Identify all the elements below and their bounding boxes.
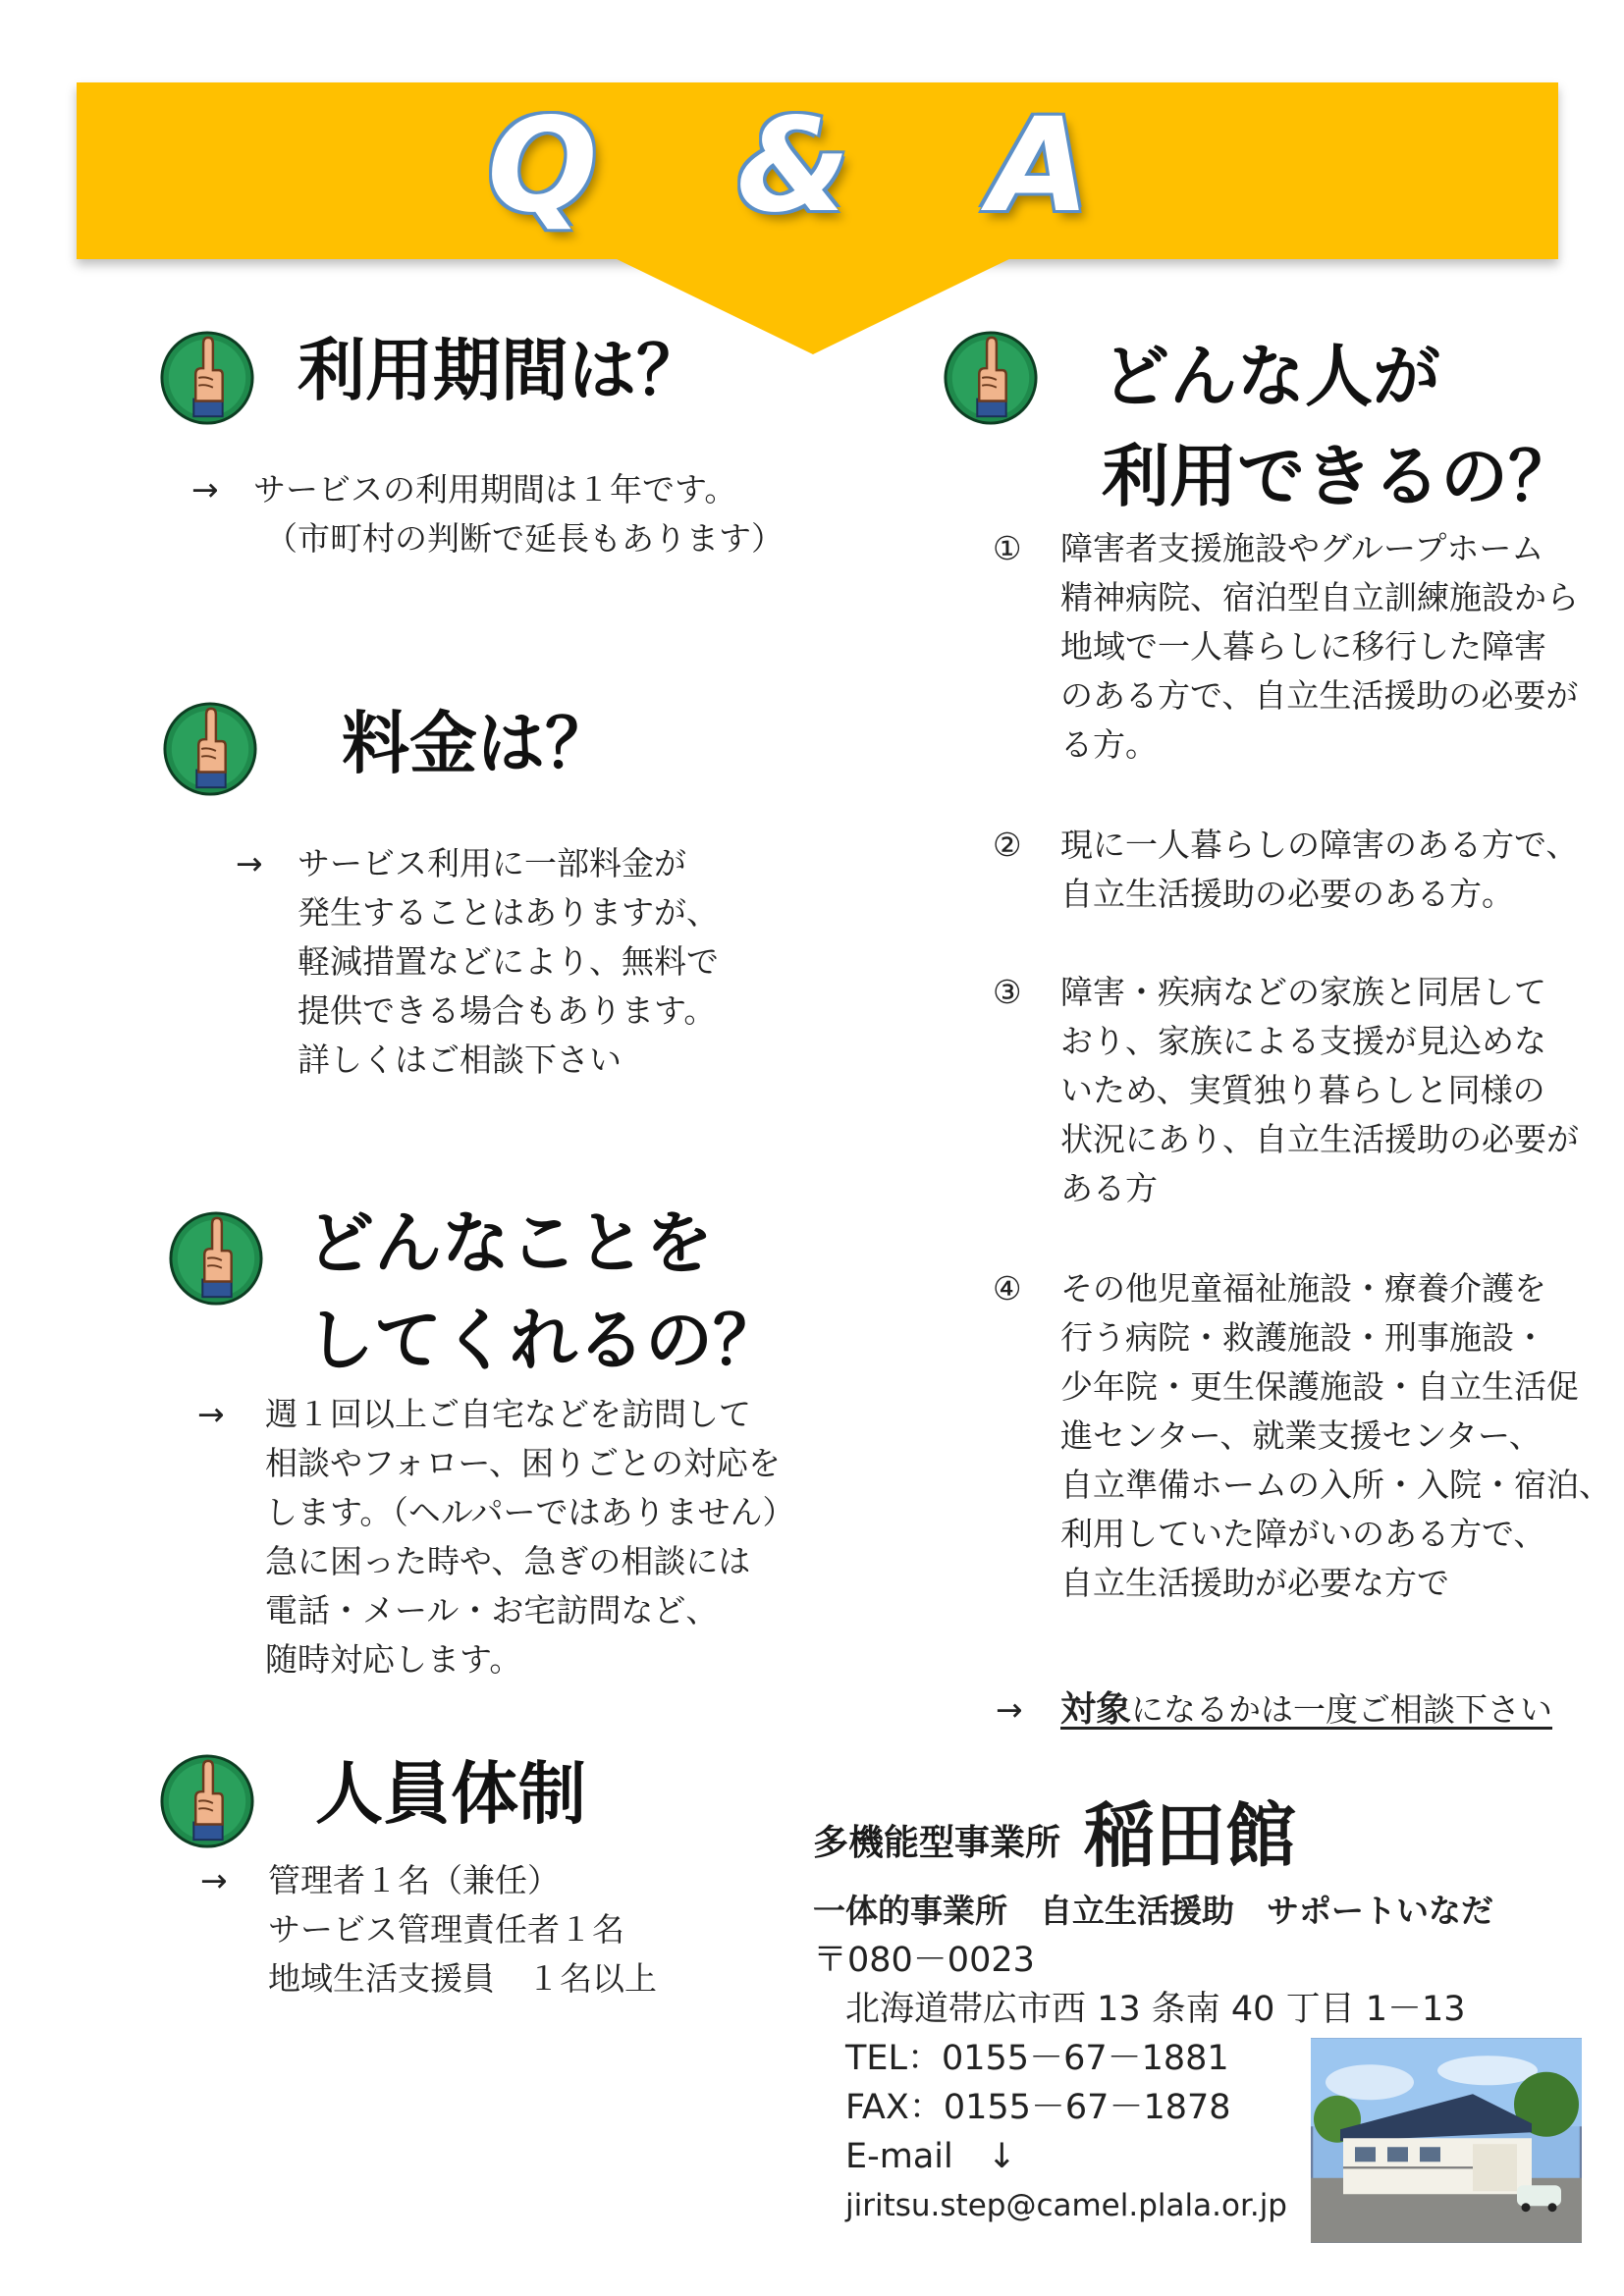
address: 北海道帯広市西 13 条南 40 丁目 1－13 xyxy=(845,1990,1466,2029)
q2-line: 提供できる場合もあります。 xyxy=(298,991,717,1030)
q3-line: 急に困った時や、急ぎの相談には xyxy=(265,1542,751,1580)
consult-note xyxy=(1060,1685,1552,1735)
q5-item4-line: 自立生活援助が必要な方で xyxy=(1060,1564,1449,1602)
q5-item4-line: 自立準備ホームの入所・入院・宿泊、 xyxy=(1060,1466,1611,1504)
item-number: ④ xyxy=(993,1269,1022,1308)
q5-title-line1: どんな人が xyxy=(1102,338,1440,416)
pointing-finger-icon xyxy=(168,1210,264,1307)
q2-title: 料金は？ xyxy=(342,705,613,783)
q5-item2-line: 現に一人暮らしの障害のある方で、 xyxy=(1060,826,1579,864)
q3-line: 随時対応します。 xyxy=(265,1640,522,1679)
q5-item2-line: 自立生活援助の必要のある方。 xyxy=(1060,875,1514,913)
q4-line: 管理者１名（兼任） xyxy=(268,1861,560,1899)
q5-item3-line: ある方 xyxy=(1060,1169,1158,1207)
arrow-icon: → xyxy=(996,1690,1023,1729)
q5-item4-line: 進センター、就業支援センター、 xyxy=(1060,1416,1542,1455)
q4-line: サービス管理責任者１名 xyxy=(268,1910,624,1949)
q3-title-line2: してくれるの？ xyxy=(306,1302,781,1380)
arrow-icon: → xyxy=(197,1395,225,1433)
q3-title-line1: どんなことを xyxy=(306,1204,713,1283)
q5-item1-line: 精神病院、宿泊型自立訓練施設から xyxy=(1060,578,1579,616)
arrow-icon: → xyxy=(191,470,219,508)
email-address[interactable]: jiritsu.step@camel.plala.or.jp xyxy=(845,2188,1287,2223)
arrow-icon: → xyxy=(200,1861,228,1899)
tel: TEL：0155－67－1881 xyxy=(845,2039,1229,2078)
office-name xyxy=(813,1794,1297,1877)
q1-title: 利用期間は？ xyxy=(298,332,704,410)
q3-line: 相談やフォロー、困りごとの対応を xyxy=(265,1444,782,1482)
q2-line: サービス利用に一部料金が xyxy=(298,844,686,882)
q4-line: 地域生活支援員 １名以上 xyxy=(268,1959,657,1998)
q5-item3-line: いため、実質独り暮らしと同様の xyxy=(1060,1071,1545,1109)
q2-line: 詳しくはご相談下さい xyxy=(298,1041,622,1079)
pointing-finger-icon xyxy=(943,330,1039,426)
q5-item1-line: 障害者支援施設やグループホーム xyxy=(1060,529,1544,567)
pointing-finger-icon xyxy=(159,330,255,426)
q5-item3-line: 状況にあり、自立生活援助の必要が xyxy=(1060,1120,1579,1158)
fax: FAX：0155－67－1878 xyxy=(845,2088,1231,2127)
q5-item1-line: のある方で、自立生活援助の必要が xyxy=(1060,676,1579,715)
q2-line: 発生することはありますが、 xyxy=(298,893,719,932)
q1-line: （市町村の判断で延長もあります） xyxy=(265,519,784,558)
item-number: ② xyxy=(993,826,1022,864)
item-number: ③ xyxy=(993,973,1022,1011)
q5-item1-line: る方。 xyxy=(1060,725,1158,764)
q5-title-line2: 利用できるの？ xyxy=(1102,438,1576,516)
q1-line: サービスの利用期間は１年です。 xyxy=(253,470,737,508)
q5-item4-line: その他児童福祉施設・療養介護を xyxy=(1060,1269,1546,1308)
q3-line: 電話・メール・お宅訪問など、 xyxy=(265,1591,719,1629)
q5-item4-line: 行う病院・救護施設・刑事施設・ xyxy=(1060,1318,1546,1357)
q5-item4-line: 少年院・更生保護施設・自立生活促 xyxy=(1060,1367,1579,1406)
pointing-finger-icon xyxy=(162,701,258,797)
q2-line: 軽減措置などにより、無料で xyxy=(298,942,719,981)
q5-item4-line: 利用していた障がいのある方で、 xyxy=(1060,1515,1546,1553)
q3-line: 週１回以上ご自宅などを訪問して xyxy=(265,1395,751,1433)
pointing-finger-icon xyxy=(159,1753,255,1849)
postal-code: 〒080－0023 xyxy=(813,1941,1035,1980)
item-number: ① xyxy=(993,529,1022,567)
arrow-icon: → xyxy=(236,844,263,882)
q4-title: 人員体制 xyxy=(315,1755,586,1834)
office-title: 稲田館 xyxy=(1084,1794,1297,1877)
q5-item3-line: おり、家族による支援が見込めな xyxy=(1060,1022,1546,1060)
banner-title: Q & A xyxy=(487,90,1137,241)
office-subtitle: 一体的事業所 自立生活援助 サポートいなだ xyxy=(813,1892,1493,1930)
email-label: E-mail ↓ xyxy=(845,2137,1017,2176)
q3-line: します。（ヘルパーではありません） xyxy=(265,1493,795,1531)
office-type: 多機能型事業所 xyxy=(813,1823,1061,1863)
building-photo xyxy=(1311,2038,1582,2243)
consult-note-strong: 対象 xyxy=(1060,1689,1132,1730)
q5-item1-line: 地域で一人暮らしに移行した障害 xyxy=(1060,627,1546,666)
consult-note-rest: になるかは一度ご相談下さい xyxy=(1131,1690,1553,1729)
q5-item3-line: 障害・疾病などの家族と同居して xyxy=(1060,973,1546,1011)
